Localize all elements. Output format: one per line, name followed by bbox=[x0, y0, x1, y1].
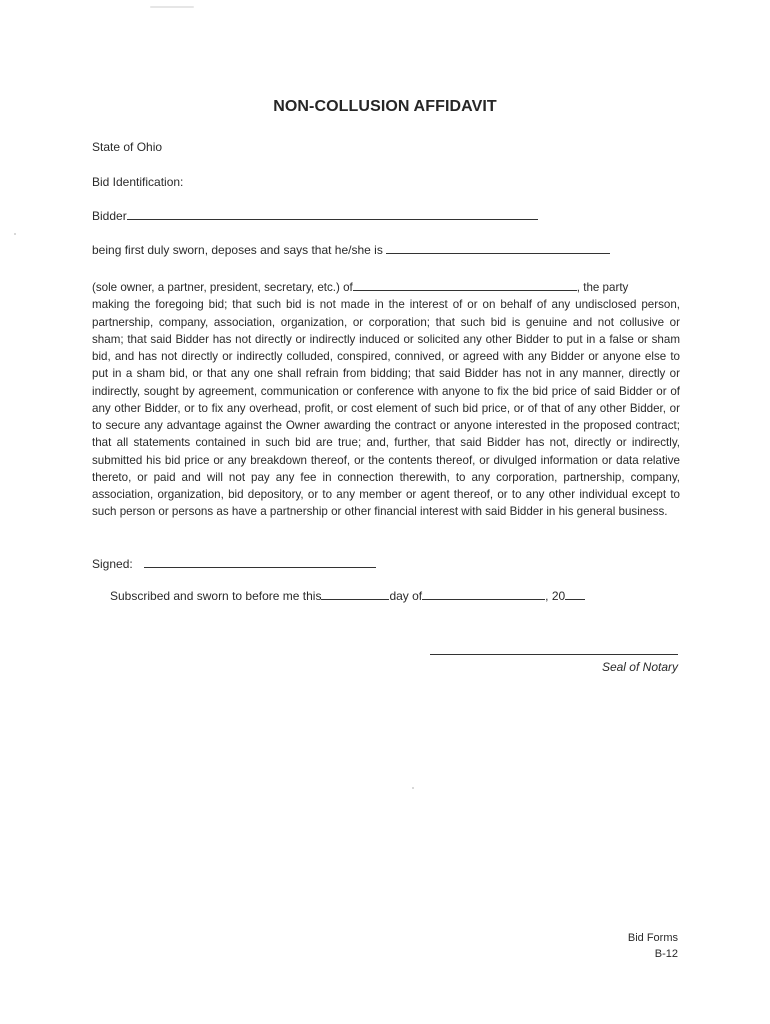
signed-label: Signed: bbox=[92, 557, 133, 571]
subscribed-text-2: day of bbox=[389, 589, 423, 603]
sworn-text: being first duly sworn, deposes and says that he/she is bbox=[92, 243, 383, 257]
scan-artifact bbox=[150, 6, 194, 8]
body-first-line bbox=[92, 279, 680, 296]
bidder-row bbox=[92, 209, 538, 223]
day-blank[interactable] bbox=[321, 589, 389, 600]
bidder-blank[interactable] bbox=[127, 209, 538, 220]
month-blank[interactable] bbox=[422, 589, 545, 600]
page-footer bbox=[628, 930, 678, 962]
scan-speck bbox=[412, 787, 414, 789]
body-first-line-start: (sole owner, a partner, president, secretary, etc.) of bbox=[92, 281, 353, 294]
year-blank[interactable] bbox=[565, 589, 585, 600]
footer-page-code: B-12 bbox=[654, 948, 678, 960]
bid-identification-label: Bid Identification: bbox=[92, 175, 184, 189]
seal-of-notary-label: Seal of Notary bbox=[601, 660, 678, 674]
scan-speck bbox=[14, 233, 16, 235]
subscribed-text-3: , 20 bbox=[545, 589, 566, 603]
state-line: State of Ohio bbox=[92, 140, 163, 154]
notary-signature-line[interactable] bbox=[430, 654, 678, 655]
document-title: NON-COLLUSION AFFIDAVIT bbox=[273, 98, 497, 115]
bidder-label: Bidder bbox=[92, 209, 127, 223]
subscribed-row bbox=[110, 589, 585, 603]
subscribed-text-1: Subscribed and sworn to before me this bbox=[110, 589, 322, 603]
title-blank[interactable] bbox=[386, 243, 610, 254]
signature-blank[interactable] bbox=[144, 557, 376, 568]
body-first-line-end: , the party bbox=[576, 281, 629, 294]
signed-row bbox=[92, 557, 376, 571]
body-paragraph: making the foregoing bid; that such bid is not made in the interest of or on behalf of any undisclosed person, partnership, company, association, organization, or corporation; that such bid is genuine and not collusive or sham; that said Bidder has not directly or indirectly induced or solicited any other Bidder to put in a false or sham bid, and has not directly or indirectly colluded, conspired, connived, or agreed with any Bidder or anyone else to put in a sham bid, or that any one shall refrain from bidding; that said Bidder has not in any manner, directly or indirectly, sought by agreement, communication or conference with anyone to fix the bid price of said Bidder or of any other Bidder, or to fix any overhead, profit, or cost element of such bid price, or of that of any other Bidder, or to secure any advantage against the Owner awarding the contract or anyone interested in the proposed contract; that all statements contained in such bid are true; and, further, that said Bidder has not, directly or indirectly, submitted his bid price or any breakdown thereof, or the contents thereof, or divulged information or data relative thereto, or paid and will not pay any fee in connection therewith, to any corporation, partnership, company, association, organization, bid depository, or to any member or agent thereof, or to any other individual except to such person or persons as have a partnership or other financial interest with said Bidder in his general business. bbox=[92, 298, 680, 519]
sworn-row bbox=[92, 243, 610, 257]
footer-form-name: Bid Forms bbox=[627, 932, 678, 944]
company-blank[interactable] bbox=[353, 280, 577, 291]
affidavit-body bbox=[92, 279, 680, 521]
